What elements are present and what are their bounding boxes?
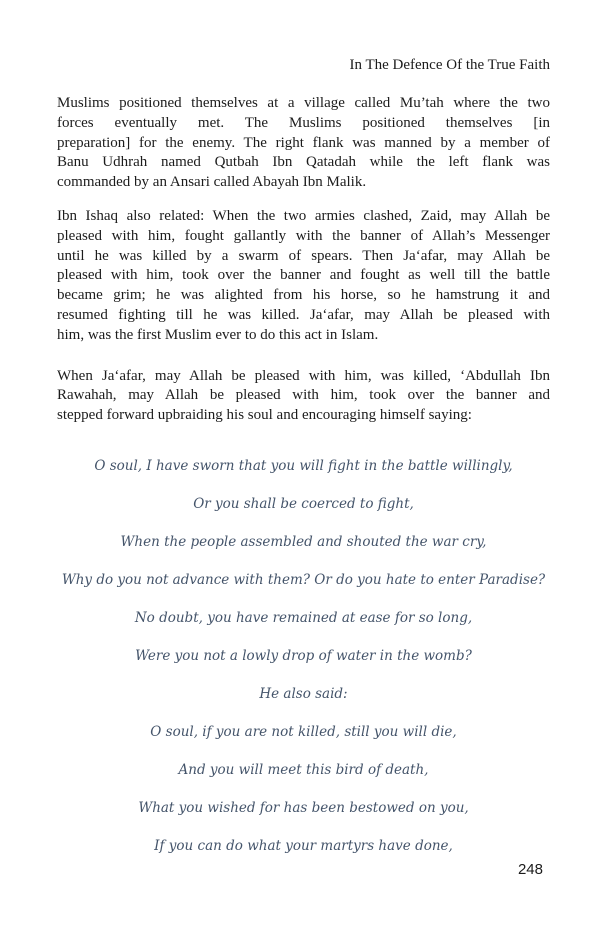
poem-section [57,457,550,856]
poem-line: Or you shall be coerced to fight, [193,495,414,512]
paragraph-line: preparation] for the enemy. The right flank was manned by a member of [57,134,550,151]
poem-line: And you will meet this bird of death, [178,761,429,778]
paragraph-line: him, was the first Muslim ever to do this act in Islam. [57,326,379,343]
poem-line: When the people assembled and shouted the war cry, [120,533,487,550]
paragraph-line: pleased with him, fought gallantly with the banner of Allah’s Messenger [57,227,550,244]
body-paragraph [57,207,550,346]
poem-line: Why do you not advance with them? Or do you hate to enter Paradise? [61,571,546,588]
paragraph-line: Ibn Ishaq also related: When the two armies clashed, Zaid, may Allah be [57,207,550,224]
page-header-title: In The Defence Of the True Faith [349,57,550,73]
paragraph-line: forces eventually met. The Muslims positioned themselves [in [57,114,550,131]
body-paragraph [57,367,550,426]
body-paragraph [57,94,550,193]
paragraph-line: stepped forward upbraiding his soul and encouraging himself saying: [57,407,472,424]
poem-line: No doubt, you have remained at ease for so long, [134,609,473,626]
paragraph-line: Muslims positioned themselves at a village called Mu’tah where the two [57,95,550,111]
paragraph-line: Rawahah, may Allah be pleased with him, took over the banner and [57,387,550,404]
poem-line: O soul, if you are not killed, still you will die, [150,723,457,740]
poem-line: He also said: [259,685,348,702]
poem-line: Were you not a lowly drop of water in the womb? [135,647,472,664]
paragraph-line: commanded by an Ansari called Abayah Ibn Malik. [57,174,367,191]
paragraph-line: Banu Udhrah named Qutbah Ibn Qatadah while the left flank was [57,154,550,171]
paragraph-line: pleased with him, took over the banner and fought as well till the battle [57,267,550,284]
paragraph-line: resumed fighting till he was killed. Ja‘afar, may Allah be pleased with [57,306,550,323]
page-number: 248 [517,861,543,878]
poem-line: O soul, I have sworn that you will fight in the battle willingly, [94,457,513,474]
poem-line: What you wished for has been bestowed on you, [138,799,469,816]
poem-line: If you can do what your martyrs have done, [154,837,453,854]
paragraph-line: When Ja‘afar, may Allah be pleased with him, was killed, ‘Abdullah Ibn [57,367,550,384]
paragraph-line: became grim; he was alighted from his horse, so he hamstrung it and [57,287,550,304]
paragraph-line: until he was killed by a swarm of spears. Then Ja‘afar, may Allah be [57,247,550,264]
